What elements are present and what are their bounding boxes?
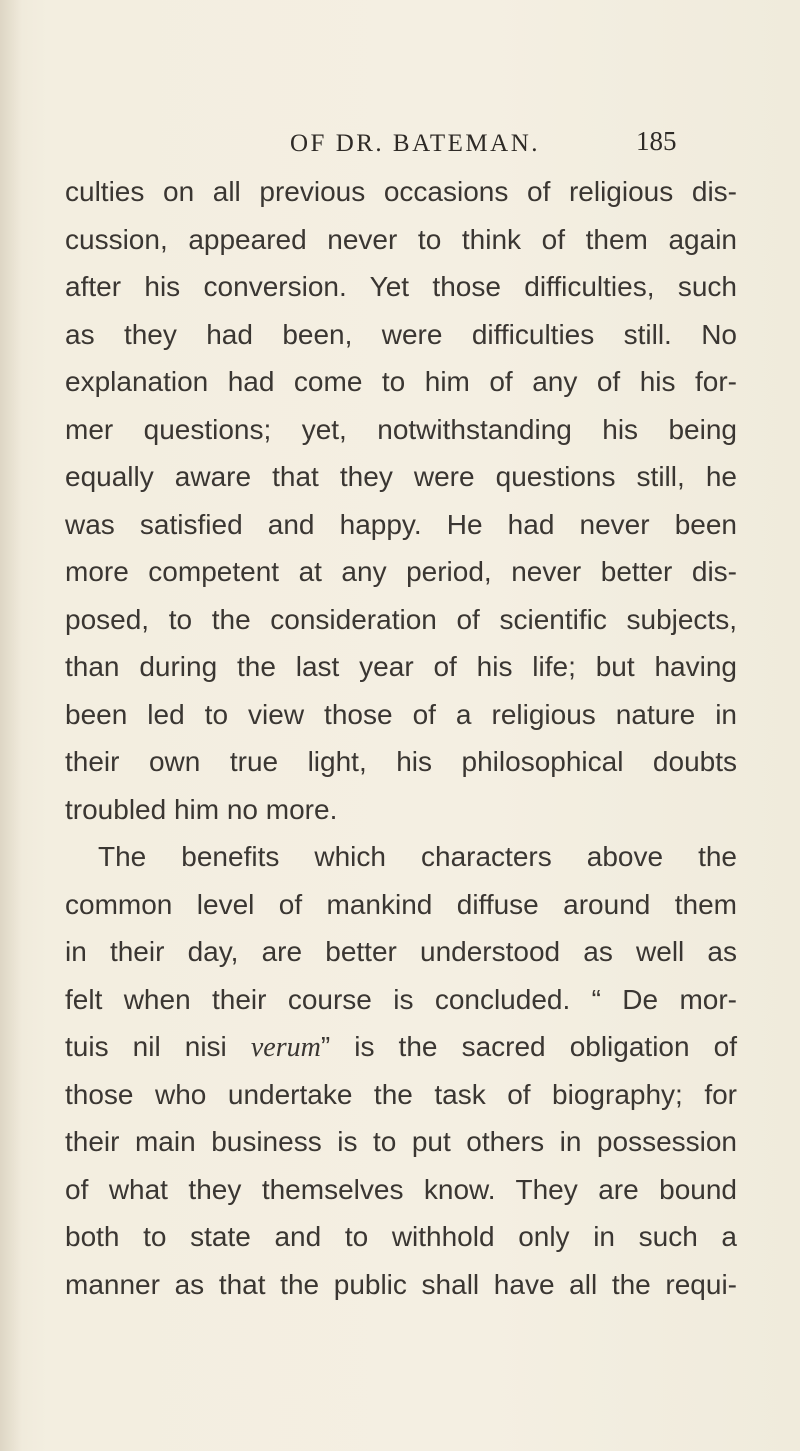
text-line: as they had been, were difficulties still. No	[65, 318, 737, 350]
page-number: 185	[636, 126, 677, 156]
text-line: of what they themselves know. They are bound	[65, 1173, 737, 1205]
text-line: cussion, appeared never to think of them again	[65, 223, 737, 255]
text-line: common level of mankind diffuse around them	[65, 888, 737, 920]
text-line: their main business is to put others in possession	[65, 1126, 737, 1157]
text-line: after his conversion. Yet those difficulties, such	[65, 271, 737, 302]
paragraph-start-line: The benefits which characters above the	[98, 841, 737, 872]
text-line: their own true light, his philosophical doubts	[65, 746, 737, 777]
italic-word: verum	[250, 1032, 321, 1063]
text-line: than during the last year of his life; but having	[65, 651, 737, 682]
text-line: been led to view those of a religious nature in	[65, 698, 737, 730]
running-head: OF DR. BATEMAN.	[290, 130, 541, 157]
paragraph-end-line: troubled him no more.	[65, 793, 338, 825]
body-text	[65, 168, 737, 1308]
text-line: in their day, are better understood as well as	[65, 936, 737, 967]
text-line: felt when their course is concluded. “ De mor-	[65, 983, 737, 1015]
text-line: more competent at any period, never better dis-	[65, 556, 737, 587]
text-line: equally aware that they were questions still, he	[65, 461, 737, 492]
text-segment: ” is the sacred obligation of	[320, 1031, 737, 1062]
text-line: those who undertake the task of biography; for	[65, 1078, 737, 1110]
text-line: both to state and to withhold only in such a	[65, 1221, 737, 1252]
text-line: explanation had come to him of any of his for-	[65, 366, 737, 397]
text-line: manner as that the public shall have all the requi-	[65, 1268, 737, 1300]
text-line: posed, to the consideration of scientific subjects,	[65, 603, 737, 635]
page-edge-shadow	[0, 0, 22, 1451]
text-line: was satisfied and happy. He had never been	[65, 508, 737, 540]
text-line: mer questions; yet, notwithstanding his being	[65, 413, 737, 445]
text-segment: tuis nil nisi	[65, 1031, 251, 1062]
text-line: culties on all previous occasions of religious dis-	[65, 176, 737, 207]
text-line-with-italic	[65, 1023, 737, 1071]
